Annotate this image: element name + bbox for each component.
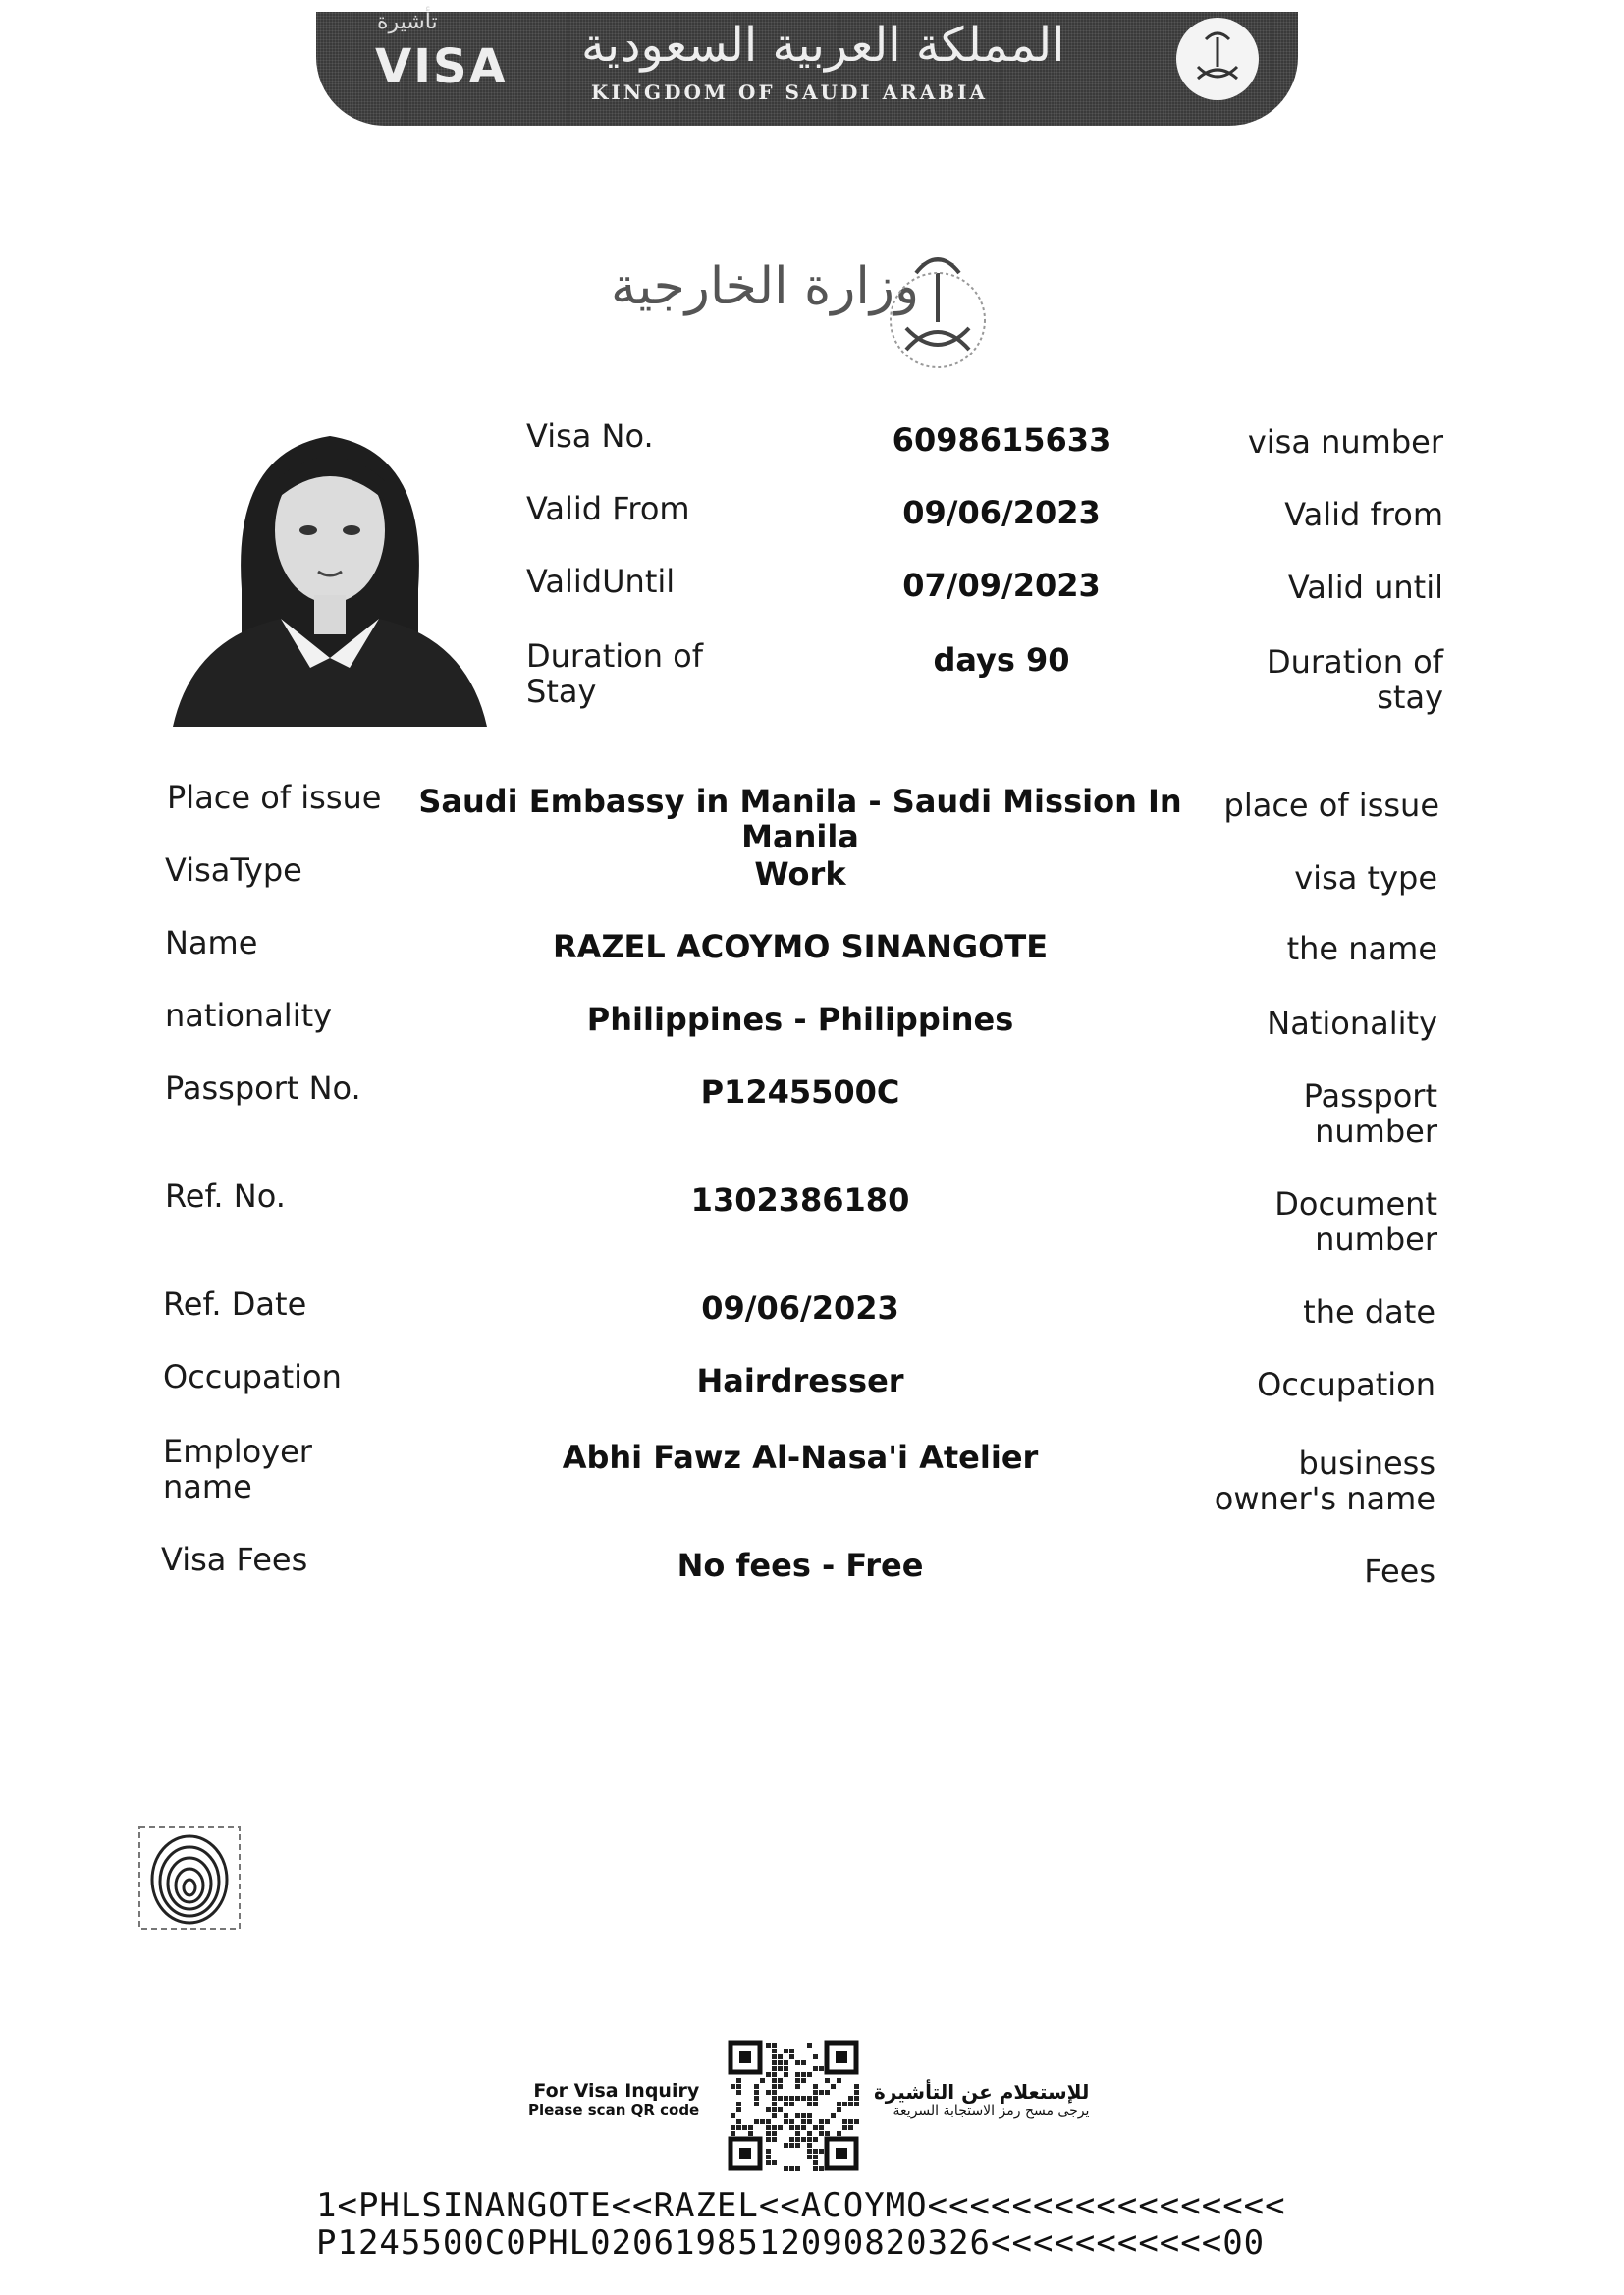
ref-date-label: Ref. Date xyxy=(163,1285,307,1323)
visa-number-english: visa number xyxy=(1247,423,1443,461)
inquiry-english xyxy=(528,2080,699,2119)
banner-arabic-kingdom: المملكة العربية السعودية xyxy=(581,18,1065,73)
banner-arabic-visa: تأشيرة xyxy=(377,10,438,34)
duration-label xyxy=(526,638,703,709)
nationality-value: Philippines - Philippines xyxy=(586,1001,1014,1038)
inquiry-arabic-title: للإستعلام عن التأشيرة xyxy=(874,2080,1090,2104)
ref-date-english: the date xyxy=(1303,1293,1435,1331)
employer-name-label-line1: Employer xyxy=(163,1433,312,1470)
header-banner xyxy=(316,12,1298,126)
name-label: Name xyxy=(165,924,258,961)
duration-label-line1: Duration of xyxy=(526,637,703,675)
visa-type-label: VisaType xyxy=(165,851,302,889)
passport-number-value: P1245500C xyxy=(700,1073,900,1111)
occupation-value: Hairdresser xyxy=(696,1362,904,1399)
ref-date-value: 09/06/2023 xyxy=(701,1289,899,1327)
banner-english-kingdom: KINGDOM OF SAUDI ARABIA xyxy=(591,81,989,104)
ref-number-value: 1302386180 xyxy=(690,1181,910,1219)
employer-name-english-line1: business xyxy=(1298,1445,1435,1482)
passport-number-english-line1: Passport xyxy=(1303,1077,1437,1115)
passport-number-english xyxy=(1304,1078,1437,1149)
valid-from-label: Valid From xyxy=(526,490,690,527)
ref-number-label: Ref. No. xyxy=(165,1177,286,1215)
employer-name-value: Abhi Fawz Al-Nasa'i Atelier xyxy=(562,1439,1039,1476)
duration-english-line1: Duration of xyxy=(1267,643,1443,681)
valid-from-value: 09/06/2023 xyxy=(902,494,1101,531)
visa-number-value: 6098615633 xyxy=(892,421,1111,459)
occupation-label: Occupation xyxy=(163,1358,342,1395)
duration-value: days 90 xyxy=(933,641,1070,679)
ref-number-english-line2: number xyxy=(1315,1221,1437,1258)
applicant-photo xyxy=(173,412,487,727)
ministry-name-arabic: وزارة الخارجية xyxy=(611,257,920,316)
visa-fees-value: No fees - Free xyxy=(677,1547,924,1584)
valid-until-english: Valid until xyxy=(1287,569,1443,606)
nationality-label: nationality xyxy=(165,997,333,1034)
visa-fees-english: Fees xyxy=(1364,1553,1435,1590)
duration-english-line2: stay xyxy=(1377,679,1443,716)
place-of-issue-label: Place of issue xyxy=(167,779,382,816)
occupation-english: Occupation xyxy=(1257,1366,1435,1403)
ref-number-english xyxy=(1274,1186,1437,1257)
mrz-line-1: 1<PHLSINANGOTE<<RAZEL<<ACOYMO<<<<<<<<<<<<<<<<< xyxy=(316,2186,1286,2225)
employer-name-english-line2: owner's name xyxy=(1214,1480,1435,1517)
valid-from-english: Valid from xyxy=(1284,496,1443,533)
employer-name-label-line2: name xyxy=(163,1468,252,1505)
passport-number-label: Passport No. xyxy=(165,1069,361,1107)
visa-number-label: Visa No. xyxy=(526,417,654,455)
employer-name-english xyxy=(1215,1446,1435,1516)
duration-english xyxy=(1267,644,1443,715)
inquiry-english-subtitle: Please scan QR code xyxy=(528,2102,700,2119)
mrz-line-2: P1245500C0PHL0206198512090820326<<<<<<<<<<<00 xyxy=(316,2223,1266,2263)
inquiry-english-title: For Visa Inquiry xyxy=(533,2080,700,2102)
visa-type-english: visa type xyxy=(1294,859,1437,897)
name-english: the name xyxy=(1286,930,1437,967)
nationality-english: Nationality xyxy=(1267,1005,1437,1042)
visa-type-value: Work xyxy=(754,855,846,893)
visa-fees-label: Visa Fees xyxy=(161,1541,308,1578)
valid-until-value: 07/09/2023 xyxy=(902,567,1101,604)
banner-visa-label: VISA xyxy=(375,39,508,94)
name-value: RAZEL ACOYMO SINANGOTE xyxy=(552,928,1049,965)
valid-until-label: ValidUntil xyxy=(526,563,676,600)
ministry-emblem-icon xyxy=(879,244,997,375)
qr-code[interactable] xyxy=(727,2039,860,2172)
fingerprint-icon xyxy=(137,1825,242,1931)
duration-label-line2: Stay xyxy=(526,673,597,710)
inquiry-arabic-subtitle: يرجى مسح رمز الاستجابة السريعة xyxy=(893,2104,1090,2119)
passport-number-english-line2: number xyxy=(1315,1113,1437,1150)
place-of-issue-english: place of issue xyxy=(1223,787,1439,824)
employer-name-label xyxy=(163,1434,312,1504)
place-of-issue-value: Saudi Embassy in Manila - Saudi Mission In Manila xyxy=(418,783,1182,855)
saudi-emblem-icon xyxy=(1176,18,1259,100)
inquiry-arabic xyxy=(874,2080,1089,2119)
ref-number-english-line1: Document xyxy=(1274,1185,1437,1223)
